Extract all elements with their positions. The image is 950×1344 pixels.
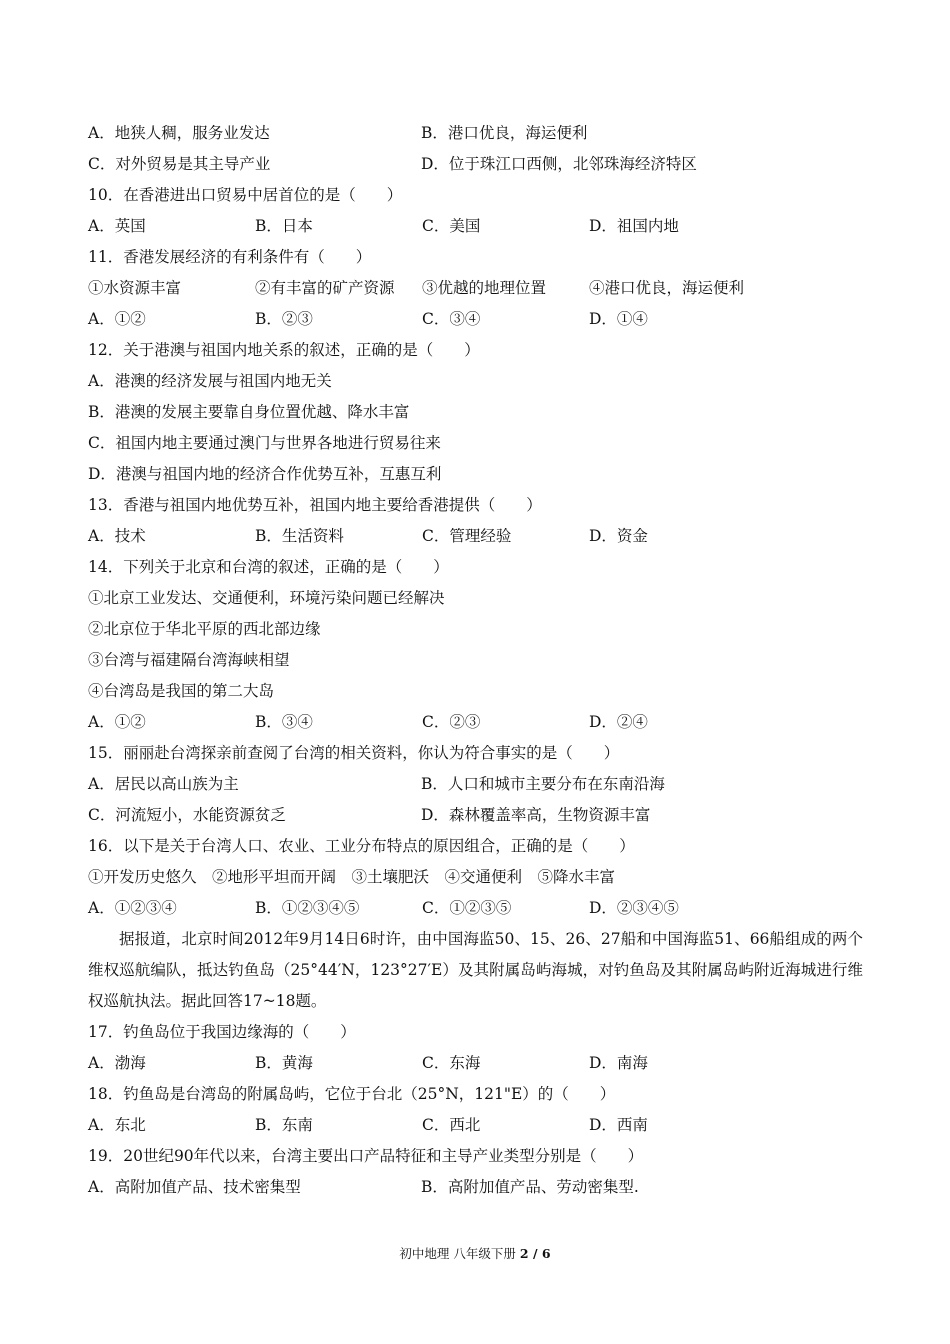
option-text: B．②③ xyxy=(255,310,313,328)
option-cell xyxy=(422,1048,589,1079)
option-text: C．①②③⑤ xyxy=(422,899,512,917)
option-cell xyxy=(422,893,589,924)
option-row xyxy=(88,273,863,304)
option-row xyxy=(88,769,863,800)
option-text: C．东海 xyxy=(422,1054,481,1072)
option-cell xyxy=(421,800,754,831)
option-cell xyxy=(589,1048,756,1079)
option-text: A．地狭人稠，服务业发达 xyxy=(88,124,270,142)
option-text: B．港口优良，海运便利 xyxy=(421,124,588,142)
page-footer xyxy=(0,1244,950,1262)
footer-subject: 初中地理 八年级下册 xyxy=(399,1246,516,1261)
option-text: ①水资源丰富 xyxy=(88,279,182,297)
question-line: ④台湾岛是我国的第二大岛 xyxy=(88,682,275,700)
option-cell xyxy=(589,211,756,242)
option-row xyxy=(88,118,863,149)
option-text: A．东北 xyxy=(88,1116,146,1134)
option-text: A．居民以高山族为主 xyxy=(88,775,239,793)
option-text: B．高附加值产品、劳动密集型. xyxy=(421,1178,639,1196)
option-cell xyxy=(255,273,422,304)
option-cell xyxy=(589,707,756,738)
question-line: 12．关于港澳与祖国内地关系的叙述，正确的是（ ） xyxy=(88,341,480,359)
option-cell xyxy=(88,707,255,738)
option-text: B．①②③④⑤ xyxy=(255,899,360,917)
option-text: C．河流短小，水能资源贫乏 xyxy=(88,806,286,824)
option-cell xyxy=(421,149,754,180)
question-line: C．祖国内地主要通过澳门与世界各地进行贸易往来 xyxy=(88,434,441,452)
option-text: C．美国 xyxy=(422,217,481,235)
option-text: C．管理经验 xyxy=(422,527,512,545)
option-row xyxy=(88,149,863,180)
option-cell xyxy=(255,893,422,924)
option-cell xyxy=(88,1110,255,1141)
option-text: B．③④ xyxy=(255,713,313,731)
option-text: A．技术 xyxy=(88,527,146,545)
option-text: D．南海 xyxy=(589,1054,648,1072)
option-row xyxy=(88,211,863,242)
option-cell xyxy=(255,521,422,552)
option-text: D．①④ xyxy=(589,310,648,328)
option-text: ③优越的地理位置 xyxy=(422,279,547,297)
reading-passage: 据报道，北京时间2012年9月14日6时许，由中国海监50、15、26、27船和中国海监51、66船组成的两个维权巡航编队，抵达钓鱼岛（25°44′N，123°27′E）及其附属岛屿海城，对钓鱼岛及其附属岛屿附近海城进行维权巡航执法。据此回答17~18题。 xyxy=(88,930,863,1010)
option-row xyxy=(88,707,863,738)
question-line: 10．在香港进出口贸易中居首位的是（ ） xyxy=(88,186,403,204)
option-row xyxy=(88,893,863,924)
option-cell xyxy=(422,211,589,242)
question-line: 18．钓鱼岛是台湾岛的附属岛屿，它位于台北（25°N，121"E）的（ ） xyxy=(88,1085,616,1103)
option-cell xyxy=(589,304,756,335)
option-text: C．西北 xyxy=(422,1116,481,1134)
option-cell xyxy=(422,304,589,335)
option-text: D．祖国内地 xyxy=(589,217,679,235)
option-cell xyxy=(421,1172,754,1203)
footer-page-number: 2 / 6 xyxy=(519,1246,551,1261)
option-cell xyxy=(88,273,255,304)
questions-17-to-19 xyxy=(88,1017,863,1203)
option-text: A．高附加值产品、技术密集型 xyxy=(88,1178,301,1196)
option-text: B．人口和城市主要分布在东南沿海 xyxy=(421,775,665,793)
option-text: C．③④ xyxy=(422,310,481,328)
option-cell xyxy=(88,211,255,242)
question-line: 14．下列关于北京和台湾的叙述，正确的是（ ） xyxy=(88,558,449,576)
option-text: A．英国 xyxy=(88,217,146,235)
option-cell xyxy=(421,118,754,149)
questions-9-to-16 xyxy=(88,118,863,924)
option-text: D．②③④⑤ xyxy=(589,899,679,917)
question-line: B．港澳的发展主要靠自身位置优越、降水丰富 xyxy=(88,403,410,421)
option-cell xyxy=(88,304,255,335)
question-line: 16．以下是关于台湾人口、农业、工业分布特点的原因组合，正确的是（ ） xyxy=(88,837,635,855)
option-cell xyxy=(422,1110,589,1141)
question-line: ①北京工业发达、交通便利，环境污染问题已经解决 xyxy=(88,589,445,607)
option-cell xyxy=(88,521,255,552)
option-row xyxy=(88,304,863,335)
question-line: 17．钓鱼岛位于我国边缘海的（ ） xyxy=(88,1023,356,1041)
option-text: D．位于珠江口西侧，北邻珠海经济特区 xyxy=(421,155,697,173)
option-text: B．黄海 xyxy=(255,1054,313,1072)
option-cell xyxy=(88,769,421,800)
question-line: 11．香港发展经济的有利条件有（ ） xyxy=(88,248,372,266)
option-cell xyxy=(589,1110,756,1141)
option-cell xyxy=(88,893,255,924)
question-line: ③台湾与福建隔台湾海峡相望 xyxy=(88,651,290,669)
option-row xyxy=(88,1172,863,1203)
option-text: D．②④ xyxy=(589,713,648,731)
option-cell xyxy=(88,1048,255,1079)
option-text: B．东南 xyxy=(255,1116,313,1134)
option-text: A．①② xyxy=(88,310,146,328)
option-cell xyxy=(255,1048,422,1079)
option-text: A．①② xyxy=(88,713,146,731)
question-line: D．港澳与祖国内地的经济合作优势互补，互惠互利 xyxy=(88,465,442,483)
option-cell xyxy=(88,149,421,180)
option-text: A．①②③④ xyxy=(88,899,177,917)
option-cell xyxy=(255,1110,422,1141)
question-line: 15．丽丽赴台湾探亲前查阅了台湾的相关资料，你认为符合事实的是（ ） xyxy=(88,744,620,762)
option-cell xyxy=(422,707,589,738)
option-cell xyxy=(422,273,589,304)
question-content xyxy=(88,118,863,1203)
option-text: D．资金 xyxy=(589,527,648,545)
option-cell xyxy=(589,521,756,552)
option-row xyxy=(88,521,863,552)
option-text: D．西南 xyxy=(589,1116,648,1134)
option-row xyxy=(88,1048,863,1079)
option-cell xyxy=(255,304,422,335)
option-cell xyxy=(422,521,589,552)
option-cell xyxy=(589,893,756,924)
question-line: ②北京位于华北平原的西北部边缘 xyxy=(88,620,321,638)
option-cell xyxy=(88,800,421,831)
option-cell xyxy=(255,211,422,242)
option-row xyxy=(88,1110,863,1141)
option-text: ②有丰富的矿产资源 xyxy=(255,279,395,297)
question-line: 19．20世纪90年代以来，台湾主要出口产品特征和主导产业类型分别是（ ） xyxy=(88,1147,644,1165)
option-row xyxy=(88,800,863,831)
option-cell xyxy=(255,707,422,738)
option-cell xyxy=(421,769,754,800)
option-cell xyxy=(589,273,756,304)
option-text: B．日本 xyxy=(255,217,313,235)
question-line: ①开发历史悠久 ②地形平坦而开阔 ③土壤肥沃 ④交通便利 ⑤降水丰富 xyxy=(88,868,616,886)
option-cell xyxy=(88,1172,421,1203)
option-text: C．对外贸易是其主导产业 xyxy=(88,155,271,173)
option-text: ④港口优良，海运便利 xyxy=(589,279,745,297)
option-text: A．渤海 xyxy=(88,1054,146,1072)
question-line: A．港澳的经济发展与祖国内地无关 xyxy=(88,372,332,390)
question-line: 13．香港与祖国内地优势互补，祖国内地主要给香港提供（ ） xyxy=(88,496,542,514)
option-cell xyxy=(88,118,421,149)
option-text: D．森林覆盖率高，生物资源丰富 xyxy=(421,806,651,824)
option-text: C．②③ xyxy=(422,713,481,731)
option-text: B．生活资料 xyxy=(255,527,344,545)
